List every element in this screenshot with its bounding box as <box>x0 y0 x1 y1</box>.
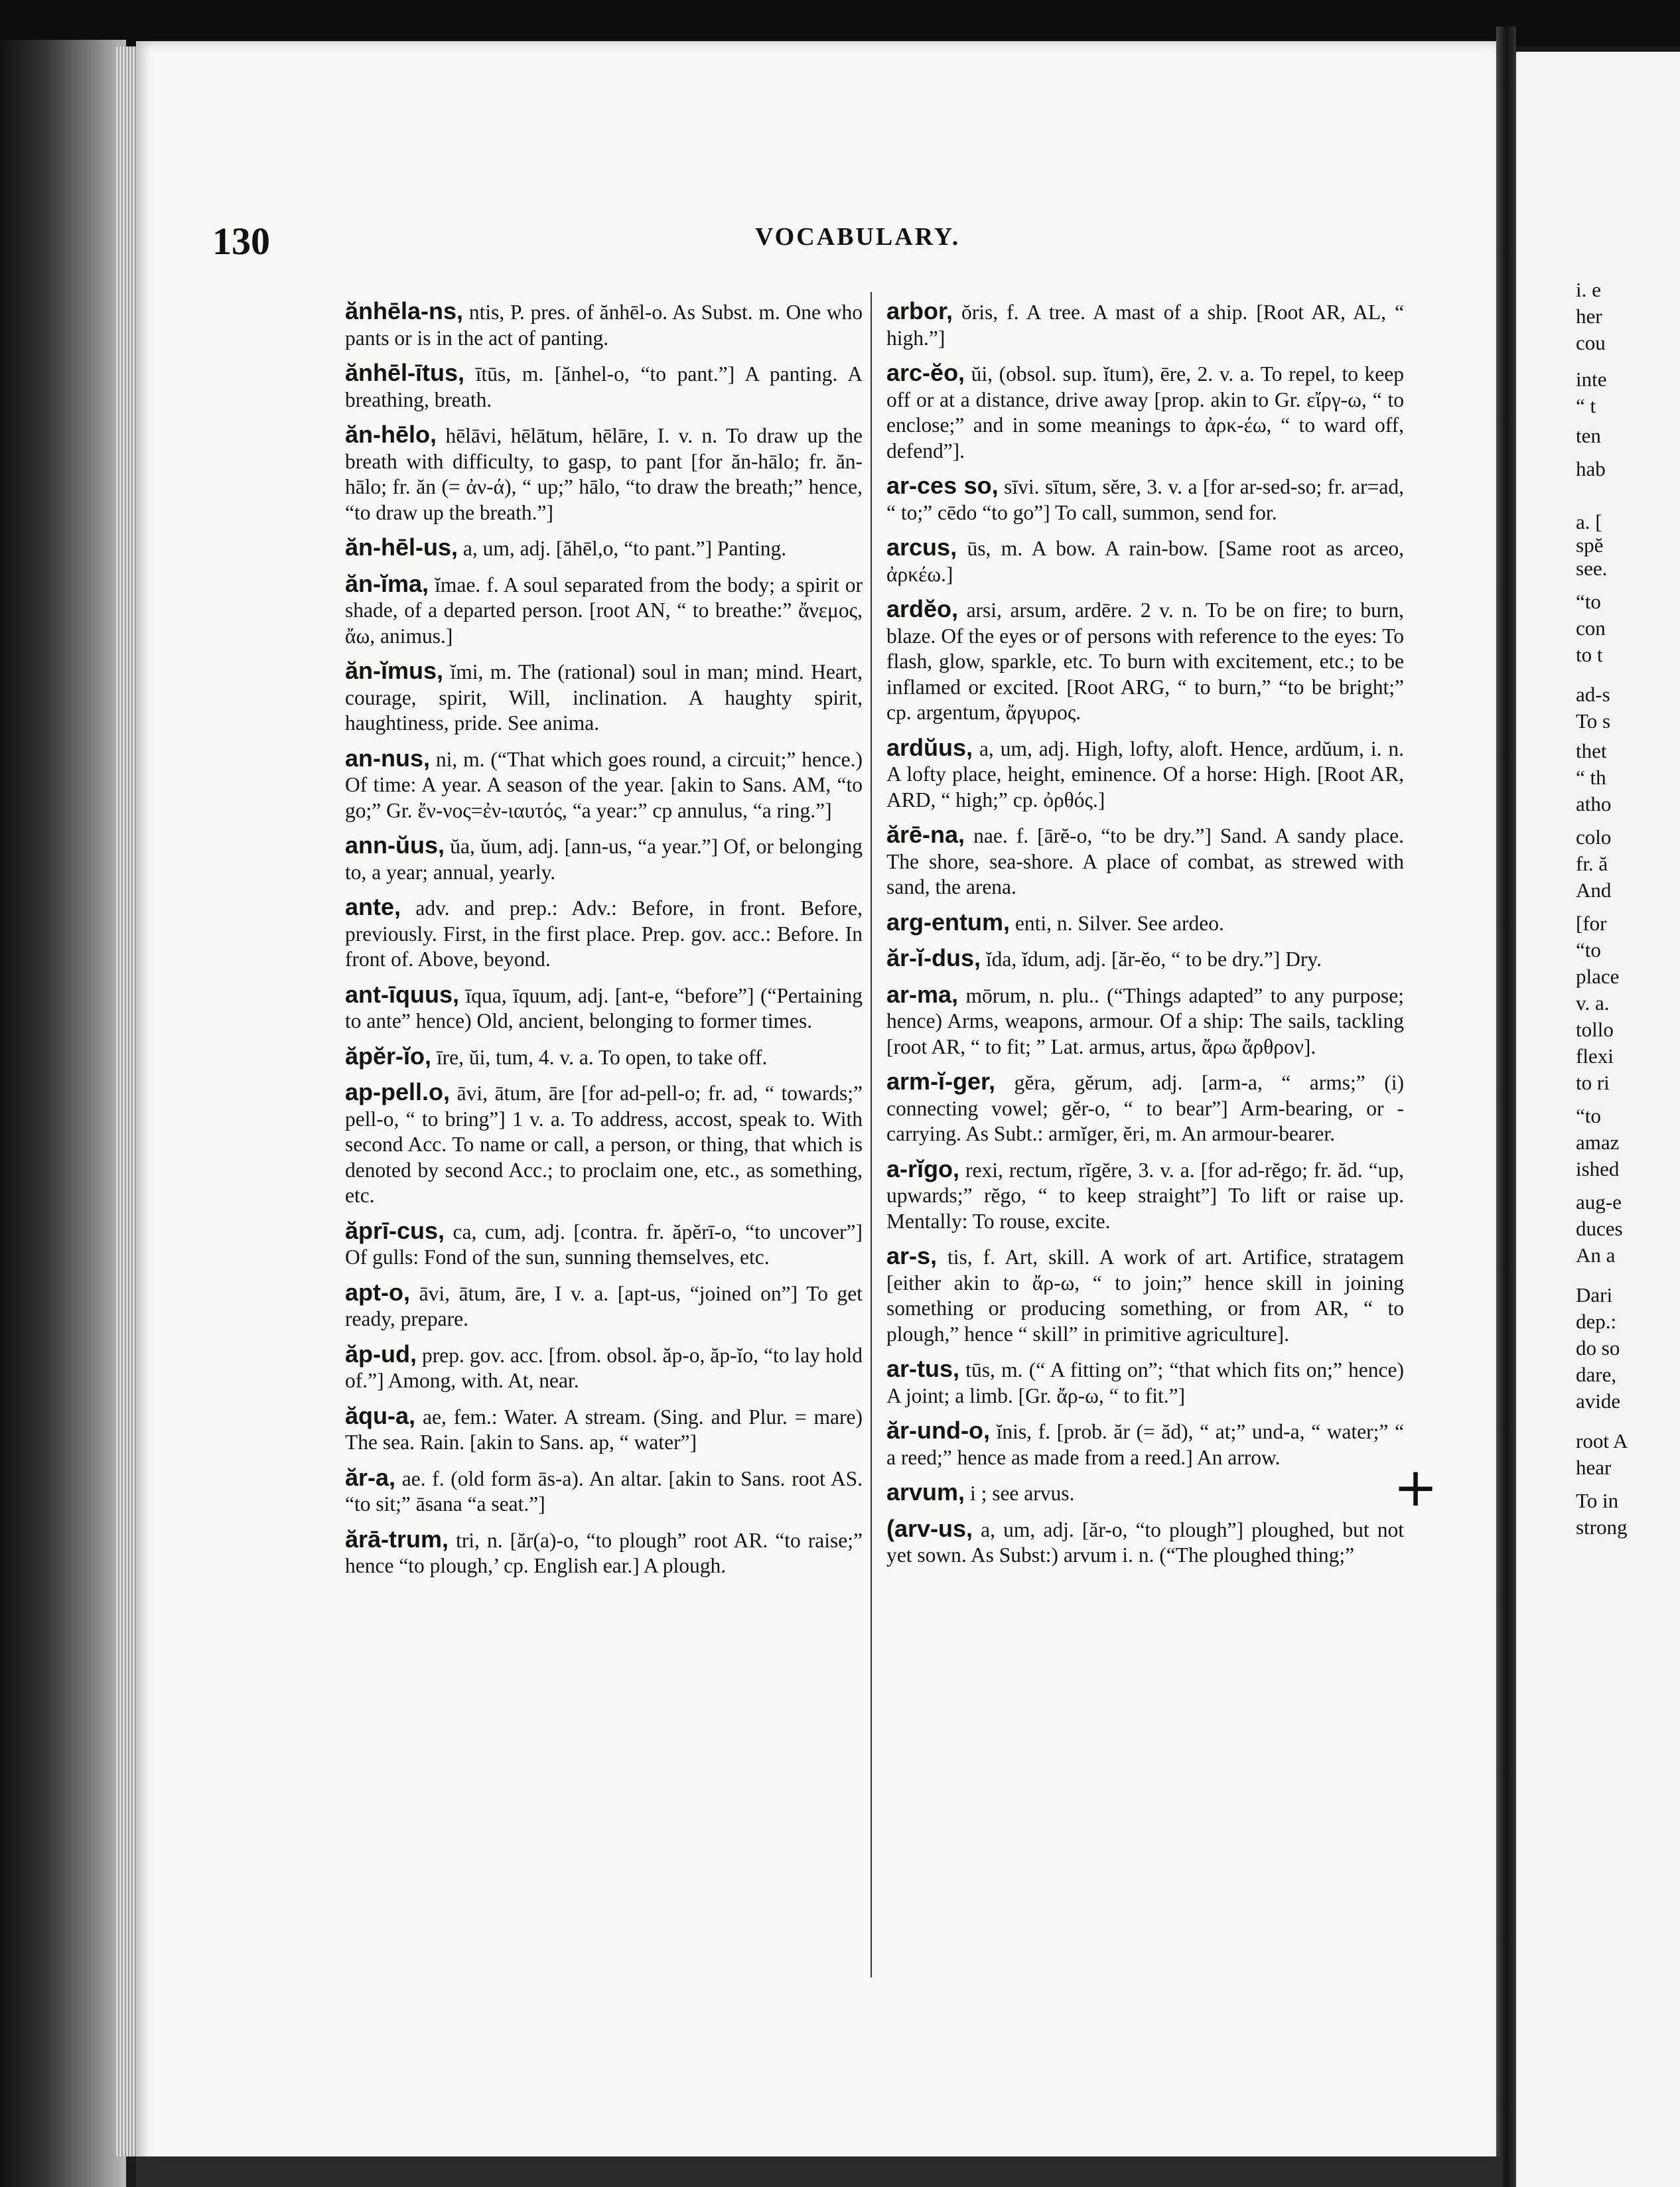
entry-headword: ăr-a, <box>345 1463 396 1491</box>
dictionary-entry <box>345 1403 863 1456</box>
dictionary-entry <box>345 1218 863 1271</box>
entry-definition: a, um, adj. High, lofty, aloft. Hence, ardŭum, i. n. A lofty place, height, eminence. Of a horse: High. [Root AR, ARD, “ high;” cp. ὀρθός.] <box>886 737 1404 811</box>
entry-headword: an-nus, <box>345 744 431 772</box>
margin-mark: + <box>1393 1456 1438 1518</box>
facing-page-text: fr. ă <box>1576 852 1608 875</box>
entry-definition: mōrum, n. plu.. (“Things adapted” to any purpose; hence) Arms, weapons, armour. Of a ship: The sails, tackling [root AR, “ to fit; ” Lat. armus, artus, ἄρω ἄρθρον]. <box>886 983 1405 1058</box>
dictionary-entry <box>345 1342 863 1394</box>
entry-definition: adv. and prep.: Adv.: Before, in front. Before, previously. First, in the first place. Prep. gov. acc.: Before. In front of. Above, beyond. <box>345 896 863 971</box>
entry-headword: ante, <box>345 893 401 920</box>
facing-page-text: strong <box>1576 1516 1628 1539</box>
facing-page-text: colo <box>1576 825 1612 849</box>
entry-headword: ăn-hēlo, <box>345 421 437 448</box>
dictionary-entry <box>345 1044 863 1071</box>
entry-headword: arg-entum, <box>886 908 1011 936</box>
entry-definition: prep. gov. acc. [from. obsol. ăp-o, ăp-ĭo, “to lay hold of.”] Among, with. At, near. <box>345 1343 863 1392</box>
dictionary-entry <box>345 299 863 351</box>
dictionary-entry <box>886 1356 1404 1409</box>
entry-definition: rexi, rectum, rĭgĕre, 3. v. a. [for ad-rĕgo; fr. ăd. “up, upwards;” rĕgo, “ to keep straight”] To lift or raise up. Mentally: To rouse, excite. <box>886 1158 1404 1233</box>
left-column <box>345 299 863 1588</box>
facing-page-text: “to <box>1576 938 1601 961</box>
entry-definition: a, um, adj. [ăr-o, “to plough”] ploughed, but not yet sown. As Subst:) arvum i. n. (“The ploughed thing;” <box>886 1517 1404 1567</box>
dictionary-entry <box>886 473 1404 526</box>
dictionary-entry <box>886 982 1404 1060</box>
entry-headword: ăr-ĭ-dus, <box>886 944 981 971</box>
facing-page-text: i. e <box>1576 278 1601 301</box>
facing-page-text: Dari <box>1576 1283 1613 1306</box>
entry-definition: i ; see arvus. <box>969 1482 1075 1505</box>
entry-headword: ărē-na, <box>886 821 965 848</box>
facing-page-text: “to <box>1576 1104 1601 1127</box>
facing-page-text: cou <box>1576 331 1606 354</box>
dictionary-entry <box>886 360 1404 464</box>
entry-definition: ūs, m. A bow. A rain-bow. [Same root as arceo, ἀρκέω.] <box>886 537 1405 586</box>
facing-page-text: hear <box>1576 1456 1612 1479</box>
dictionary-entry <box>345 1080 863 1209</box>
entry-definition: ntis, P. pres. of ănhēl-o. As Subst. m. One who pants or is in the act of panting. <box>345 301 863 350</box>
entry-headword: apt-o, <box>345 1278 410 1306</box>
entry-headword: ap-pell.o, <box>345 1078 451 1105</box>
facing-page-text: her <box>1576 305 1602 328</box>
entry-headword: ar-s, <box>886 1242 938 1269</box>
entry-definition: īre, ŭi, tum, 4. v. a. To open, to take off. <box>436 1045 768 1069</box>
facing-page-fragment <box>1516 52 1680 2187</box>
facing-page-text: duces <box>1576 1217 1623 1240</box>
facing-page-text: [for <box>1576 912 1607 935</box>
dictionary-entry <box>886 946 1404 973</box>
dictionary-entry <box>886 735 1404 813</box>
dictionary-entry <box>886 597 1404 726</box>
entry-headword: ăpĕr-ĭo, <box>345 1042 432 1070</box>
dictionary-entry <box>345 658 863 737</box>
entry-definition: īqua, īquum, adj. [ant-e, “before”] (“Pertaining to ante” hence) Old, ancient, belonging to former times. <box>345 983 863 1032</box>
dictionary-entry <box>345 422 863 526</box>
facing-page-text: a. [ <box>1576 510 1602 533</box>
entry-headword: ăn-hēl-us, <box>345 533 458 561</box>
facing-page-text: “ th <box>1576 766 1606 789</box>
dictionary-entry <box>886 1480 1404 1507</box>
facing-page-text: avide <box>1576 1389 1621 1413</box>
book-gutter <box>1496 27 1516 2187</box>
dictionary-entry <box>886 535 1404 587</box>
facing-page-text: ten <box>1576 424 1601 447</box>
facing-page-text: con <box>1576 616 1606 640</box>
entry-definition: ĭnis, f. [prob. ăr (= ăd), “ at;” und-a, “ water;” “ a reed;” hence as made from a reed.] An arrow. <box>886 1420 1404 1469</box>
entry-definition: ītūs, m. [ănhel-o, “to pant.”] A panting. A breathing, breath. <box>345 362 863 411</box>
dictionary-entry <box>886 822 1404 900</box>
facing-page-text: And <box>1576 879 1612 902</box>
entry-headword: arc-ĕo, <box>886 359 965 386</box>
entry-headword: ann-ŭus, <box>345 831 445 859</box>
entry-headword: ănhēl-ītus, <box>345 359 465 386</box>
dictionary-entry <box>345 982 863 1034</box>
entry-headword: ăqu-a, <box>345 1401 416 1429</box>
entry-definition: ae, fem.: Water. A stream. (Sing. and Plur. = mare) The sea. Rain. [akin to Sans. ap, “ water”] <box>345 1405 863 1454</box>
entry-definition: ĭmi, m. The (rational) soul in man; mind. Heart, courage, spirit, Will, inclination. A haughty spirit, haughtiness, pride. See anima. <box>345 660 863 735</box>
entry-headword: ăn-ĭmus, <box>345 657 444 684</box>
entry-definition: tri, n. [ăr(a)-o, “to plough” root AR. “to raise;” hence “to plough,’ cp. English ear.] A plough. <box>345 1528 863 1577</box>
facing-page-text: “to <box>1576 590 1601 613</box>
facing-page-text: spĕ <box>1576 533 1604 557</box>
entry-headword: ar-tus, <box>886 1355 960 1382</box>
entry-definition: tūs, m. (“ A fitting on”; “that which fits on;” hence) A joint; a limb. [Gr. ἄρ-ω, “ to fit.”] <box>886 1358 1404 1407</box>
entry-headword: ant-īquus, <box>345 980 459 1008</box>
entry-definition: gĕra, gĕrum, adj. [arm-a, “ arms;” (i) connecting vowel; gĕr-o, “ to bear”] Arm-bearing, or -carrying. As Subt.: armĭger, ĕri, m. An armour-bearer. <box>886 1071 1404 1145</box>
facing-page-text: to ri <box>1576 1071 1610 1094</box>
dictionary-entry <box>886 1418 1404 1470</box>
dictionary-entry <box>886 1243 1404 1347</box>
entry-headword: ardĕo, <box>886 595 959 622</box>
facing-page-text: To in <box>1576 1489 1619 1512</box>
facing-page-text: thet <box>1576 739 1607 762</box>
dictionary-entry <box>345 894 863 973</box>
scan-border-bottom <box>136 2156 1503 2187</box>
entry-definition: ŭa, ŭum, adj. [ann-us, “a year.”] Of, or belonging to, a year; annual, yearly. <box>345 835 863 884</box>
facing-page-text: aug-e <box>1576 1190 1622 1214</box>
dictionary-entry <box>886 1516 1404 1569</box>
facing-page-text: to t <box>1576 643 1603 666</box>
entry-definition: arsi, arsum, ardēre. 2 v. n. To be on fire; to burn, blaze. Of the eyes or of persons with reference to the eyes: To flash, glow, sparkle, etc. To burn with excitement, etc.; to be inflamed or excited. [Root ARG, “ to burn,” “to be bright;” cp. argentum, ἄργυρος. <box>886 599 1405 724</box>
dictionary-entry <box>345 1527 863 1579</box>
entry-definition: āvi, ātum, āre [for ad-pell-o; fr. ad, “ towards;” pell-o, “ to bring”] 1 v. a. To address, accost, speak to. With second Acc. To name or call, a person, or thing, that which is denoted by second Acc.; to proclaim one, etc., as something, etc. <box>345 1082 863 1207</box>
facing-page-text: An a <box>1576 1243 1616 1267</box>
dictionary-entry <box>345 1465 863 1517</box>
dictionary-entry <box>345 1280 863 1332</box>
entry-definition: ca, cum, adj. [contra. fr. ăpĕrī-o, “to uncover”] Of gulls: Fond of the sun, sunning themselves, etc. <box>345 1220 863 1269</box>
entry-headword: a-rĭgo, <box>886 1155 960 1182</box>
facing-page-text: tollo <box>1576 1018 1614 1041</box>
entry-definition: sīvi. sītum, sĕre, 3. v. a [for ar-sed-so; fr. ar=ad, “ to;” cēdo “to go”] To call, summon, send for. <box>886 475 1405 524</box>
entry-headword: ărā-trum, <box>345 1525 449 1553</box>
facing-page-text: atho <box>1576 792 1612 815</box>
facing-page-text: do so <box>1576 1336 1620 1360</box>
facing-page-text: ad-s <box>1576 683 1610 706</box>
entry-headword: arbor, <box>886 297 953 324</box>
facing-page-text: To s <box>1576 709 1611 733</box>
facing-page-text: “ t <box>1576 394 1596 417</box>
entry-headword: ardŭus, <box>886 733 973 761</box>
entry-headword: ar-ces so, <box>886 472 999 499</box>
facing-page-text: dare, <box>1576 1363 1617 1386</box>
facing-page-text: flexi <box>1576 1044 1614 1068</box>
dictionary-entry <box>886 299 1404 351</box>
entry-definition: ŏris, f. A tree. A mast of a ship. [Root AR, AL, “ high.”] <box>886 301 1404 350</box>
dictionary-entry <box>886 1069 1404 1147</box>
running-title: VOCABULARY. <box>755 223 961 251</box>
entry-definition: ŭi, (obsol. sup. ĭtum), ēre, 2. v. a. To repel, to keep off or at a distance, drive away [prop. akin to Gr. εἴργ-ω, “ to enclose;” and in some meanings to ἀρκ-έω, “ to ward off, defend”]. <box>886 362 1405 462</box>
facing-page-text: amaz <box>1576 1131 1620 1154</box>
facing-page-text: dep.: <box>1576 1310 1617 1333</box>
entry-definition: a, um, adj. [ăhēl,o, “to pant.”] Panting. <box>462 537 787 560</box>
dictionary-entry <box>345 360 863 413</box>
entry-definition: ĭmae. f. A soul separated from the body; a spirit or shade, of a departed person. [root AN, “ to breathe:” ἄνεμος, ἄω, animus.] <box>345 573 863 648</box>
book-left-edge <box>0 40 126 2187</box>
page-number: 130 <box>212 220 270 263</box>
entry-definition: ae. f. (old form ās-a). An altar. [akin to Sans. root AS. “to sit;” āsana “a seat.”] <box>345 1466 863 1516</box>
entry-headword: (arv-us, <box>886 1514 973 1542</box>
entry-definition: āvi, ātum, āre, I v. a. [apt-us, “joined on”] To get ready, prepare. <box>345 1281 863 1330</box>
entry-definition: tis, f. Art, skill. A work of art. Artifice, stratagem [either akin to ἄρ-ω, “ to join;” hence skill in joining something or producing something, or from AR, “ to plough,” hence “ skill” in primitive agriculture]. <box>886 1245 1404 1346</box>
entry-definition: nae. f. [ārĕ-o, “to be dry.”] Sand. A sandy place. The shore, sea-shore. A place of combat, as strewed with sand, the arena. <box>886 824 1404 898</box>
entry-headword: ăprī-cus, <box>345 1216 445 1244</box>
entry-headword: ar-ma, <box>886 980 959 1008</box>
dictionary-entry <box>345 746 863 824</box>
entry-headword: arvum, <box>886 1478 965 1506</box>
column-divider <box>871 292 872 1977</box>
dictionary-entry <box>345 833 863 885</box>
entry-definition: hēlāvi, hēlātum, hēlāre, I. v. n. To draw up the breath with difficulty, to gasp, to pant [for ăn-hālo; fr. ăn-hālo; fr. ăn (= ἀν-ά), “ up;” hālo, “to draw the breath;” hence, “to draw up the breath.”] <box>345 424 863 524</box>
facing-page-text: place <box>1576 965 1620 988</box>
facing-page-text: v. a. <box>1576 991 1610 1015</box>
facing-page-text: see. <box>1576 557 1608 580</box>
facing-page-text: hab <box>1576 457 1606 480</box>
entry-definition: ĭda, ĭdum, adj. [ăr-ĕo, “ to be dry.”] Dry. <box>985 948 1322 971</box>
dictionary-entry <box>345 535 863 562</box>
facing-page-text: root A <box>1576 1429 1628 1452</box>
entry-headword: ăp-ud, <box>345 1340 417 1368</box>
facing-page-text: ished <box>1576 1157 1620 1180</box>
entry-headword: ănhēla-ns, <box>345 297 464 324</box>
dictionary-entry <box>886 1157 1404 1235</box>
entry-definition: enti, n. Silver. See ardeo. <box>1015 911 1224 935</box>
entry-headword: arcus, <box>886 533 957 561</box>
facing-page-text: inte <box>1576 368 1607 391</box>
dictionary-entry <box>886 910 1404 937</box>
right-column <box>886 299 1404 1578</box>
entry-definition: ni, m. (“That which goes round, a circuit;” hence.) Of time: A year. A season of the year. [akin to Sans. AM, “to go;” Gr. ἔν-νος=ἐν-ιαυτός, “a year:” cp annulus, “a ring.”] <box>345 747 863 822</box>
dictionary-entry <box>345 571 863 650</box>
entry-headword: arm-ĭ-ger, <box>886 1068 996 1095</box>
entry-headword: ăn-ĭma, <box>345 569 429 597</box>
scan-border-top <box>0 0 1680 46</box>
entry-headword: ăr-und-o, <box>886 1417 990 1444</box>
